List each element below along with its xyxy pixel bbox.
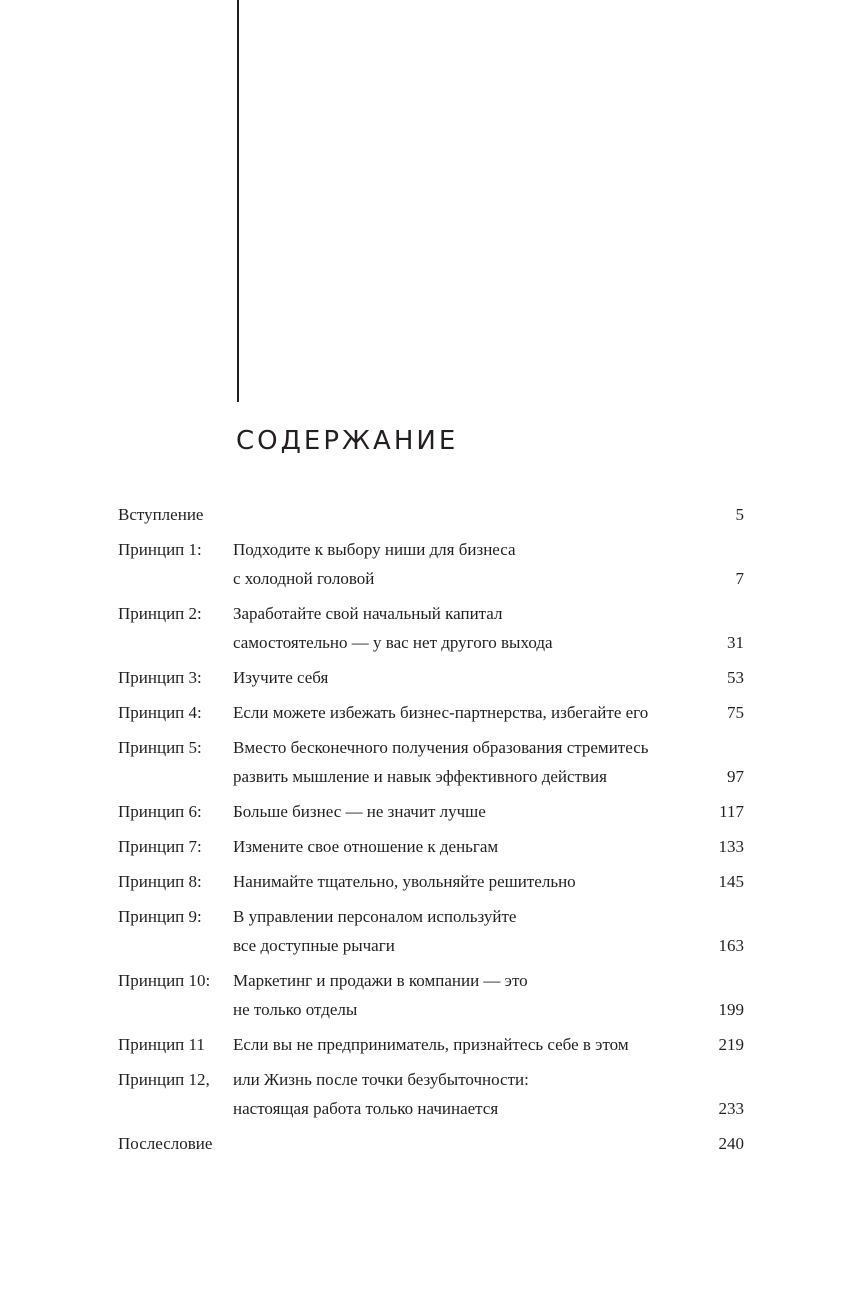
toc-entry-page-number: 97 bbox=[727, 767, 744, 786]
toc-entry-label: Принцип 6: bbox=[118, 802, 202, 821]
vertical-rule bbox=[237, 0, 239, 402]
toc-entry[interactable] bbox=[118, 733, 744, 791]
toc-entry-title bbox=[233, 1065, 704, 1123]
toc-entry-title bbox=[233, 966, 704, 1024]
toc-entry-title-line: самостоятельно — у вас нет другого выхода bbox=[233, 633, 553, 652]
toc-entry-page-number: 145 bbox=[718, 872, 744, 891]
toc-entry[interactable] bbox=[118, 832, 744, 861]
toc-entry-title-line: Нанимайте тщательно, увольняйте решительно bbox=[233, 872, 576, 891]
toc-entry-label: Принцип 4: bbox=[118, 703, 202, 722]
toc-entry-label: Принцип 2: bbox=[118, 604, 202, 623]
toc-entry-label: Послесловие bbox=[118, 1134, 213, 1153]
toc-entry-label: Принцип 1: bbox=[118, 540, 202, 559]
toc-entry-title-line: настоящая работа только начинается bbox=[233, 1099, 499, 1118]
toc-entry-title bbox=[233, 733, 704, 791]
toc-entry-title-line: В управлении персоналом используйте bbox=[233, 907, 517, 926]
toc-entry-title bbox=[233, 867, 704, 896]
toc-entry-title-line: Заработайте свой начальный капитал bbox=[233, 604, 503, 623]
toc-entry-title bbox=[233, 1030, 704, 1059]
toc-entry-page-number: 199 bbox=[718, 1000, 744, 1019]
toc-entry-title-line: Изучите себя bbox=[233, 668, 329, 687]
toc-entry-label: Принцип 9: bbox=[118, 907, 202, 926]
toc-entry[interactable] bbox=[118, 663, 744, 692]
toc-entry-title bbox=[233, 797, 704, 826]
toc-entry[interactable] bbox=[118, 966, 744, 1024]
toc-entry-title bbox=[233, 832, 704, 861]
toc-entry-title-line: Измените свое отношение к деньгам bbox=[233, 837, 499, 856]
toc-entry-label: Принцип 8: bbox=[118, 872, 202, 891]
toc-entry-label: Принцип 3: bbox=[118, 668, 202, 687]
toc-entry-page-number: 117 bbox=[719, 802, 744, 821]
toc-entry-title bbox=[233, 663, 704, 692]
toc-entry-label: Принцип 12, bbox=[118, 1070, 210, 1089]
toc-entry-title-line: все доступные рычаги bbox=[233, 936, 395, 955]
toc-entry[interactable] bbox=[118, 1129, 744, 1158]
toc-entry[interactable] bbox=[118, 1030, 744, 1059]
toc-entry[interactable] bbox=[118, 698, 744, 727]
page-title: СОДЕРЖАНИЕ bbox=[236, 426, 459, 456]
toc-entry-title-line: развить мышление и навык эффективного действия bbox=[233, 767, 607, 786]
toc-entry[interactable] bbox=[118, 797, 744, 826]
toc-entry-title bbox=[233, 599, 704, 657]
table-of-contents bbox=[118, 500, 744, 1158]
toc-entry-page-number: 133 bbox=[718, 837, 744, 856]
toc-entry-title-line: Подходите к выбору ниши для бизнеса bbox=[233, 540, 516, 559]
toc-entry-page-number: 240 bbox=[718, 1134, 744, 1153]
toc-entry-title-line: Если вы не предприниматель, признайтесь себе в этом bbox=[233, 1035, 629, 1054]
toc-entry-page-number: 7 bbox=[735, 569, 744, 588]
toc-entry-label: Принцип 11 bbox=[118, 1035, 205, 1054]
toc-entry-title-line: Если можете избежать бизнес-партнерства, избегайте его bbox=[233, 703, 649, 722]
toc-entry-title-line: Маркетинг и продажи в компании — это bbox=[233, 971, 528, 990]
toc-entry-label: Принцип 5: bbox=[118, 738, 202, 757]
toc-entry-title-line: Больше бизнес — не значит лучше bbox=[233, 802, 486, 821]
toc-entry-page-number: 53 bbox=[727, 668, 744, 687]
toc-entry-title-line: Вместо бесконечного получения образования стремитесь bbox=[233, 738, 649, 757]
toc-entry[interactable] bbox=[118, 599, 744, 657]
toc-entry-title bbox=[233, 902, 704, 960]
toc-entry[interactable] bbox=[118, 902, 744, 960]
toc-entry-title bbox=[233, 698, 704, 727]
toc-entry-page-number: 233 bbox=[718, 1099, 744, 1118]
toc-entry-label: Принцип 10: bbox=[118, 971, 211, 990]
toc-entry-page-number: 5 bbox=[735, 505, 744, 524]
toc-entry[interactable] bbox=[118, 867, 744, 896]
toc-entry[interactable] bbox=[118, 535, 744, 593]
toc-entry-label: Вступление bbox=[118, 505, 204, 524]
toc-entry-page-number: 31 bbox=[727, 633, 744, 652]
toc-entry[interactable] bbox=[118, 500, 744, 529]
toc-entry-title bbox=[233, 535, 704, 593]
toc-entry-page-number: 219 bbox=[718, 1035, 744, 1054]
toc-entry[interactable] bbox=[118, 1065, 744, 1123]
toc-entry-title-line: или Жизнь после точки безубыточности: bbox=[233, 1070, 529, 1089]
toc-entry-title-line: не только отделы bbox=[233, 1000, 358, 1019]
toc-entry-page-number: 75 bbox=[727, 703, 744, 722]
toc-entry-label: Принцип 7: bbox=[118, 837, 202, 856]
toc-entry-title-line: с холодной головой bbox=[233, 569, 375, 588]
toc-entry-page-number: 163 bbox=[718, 936, 744, 955]
